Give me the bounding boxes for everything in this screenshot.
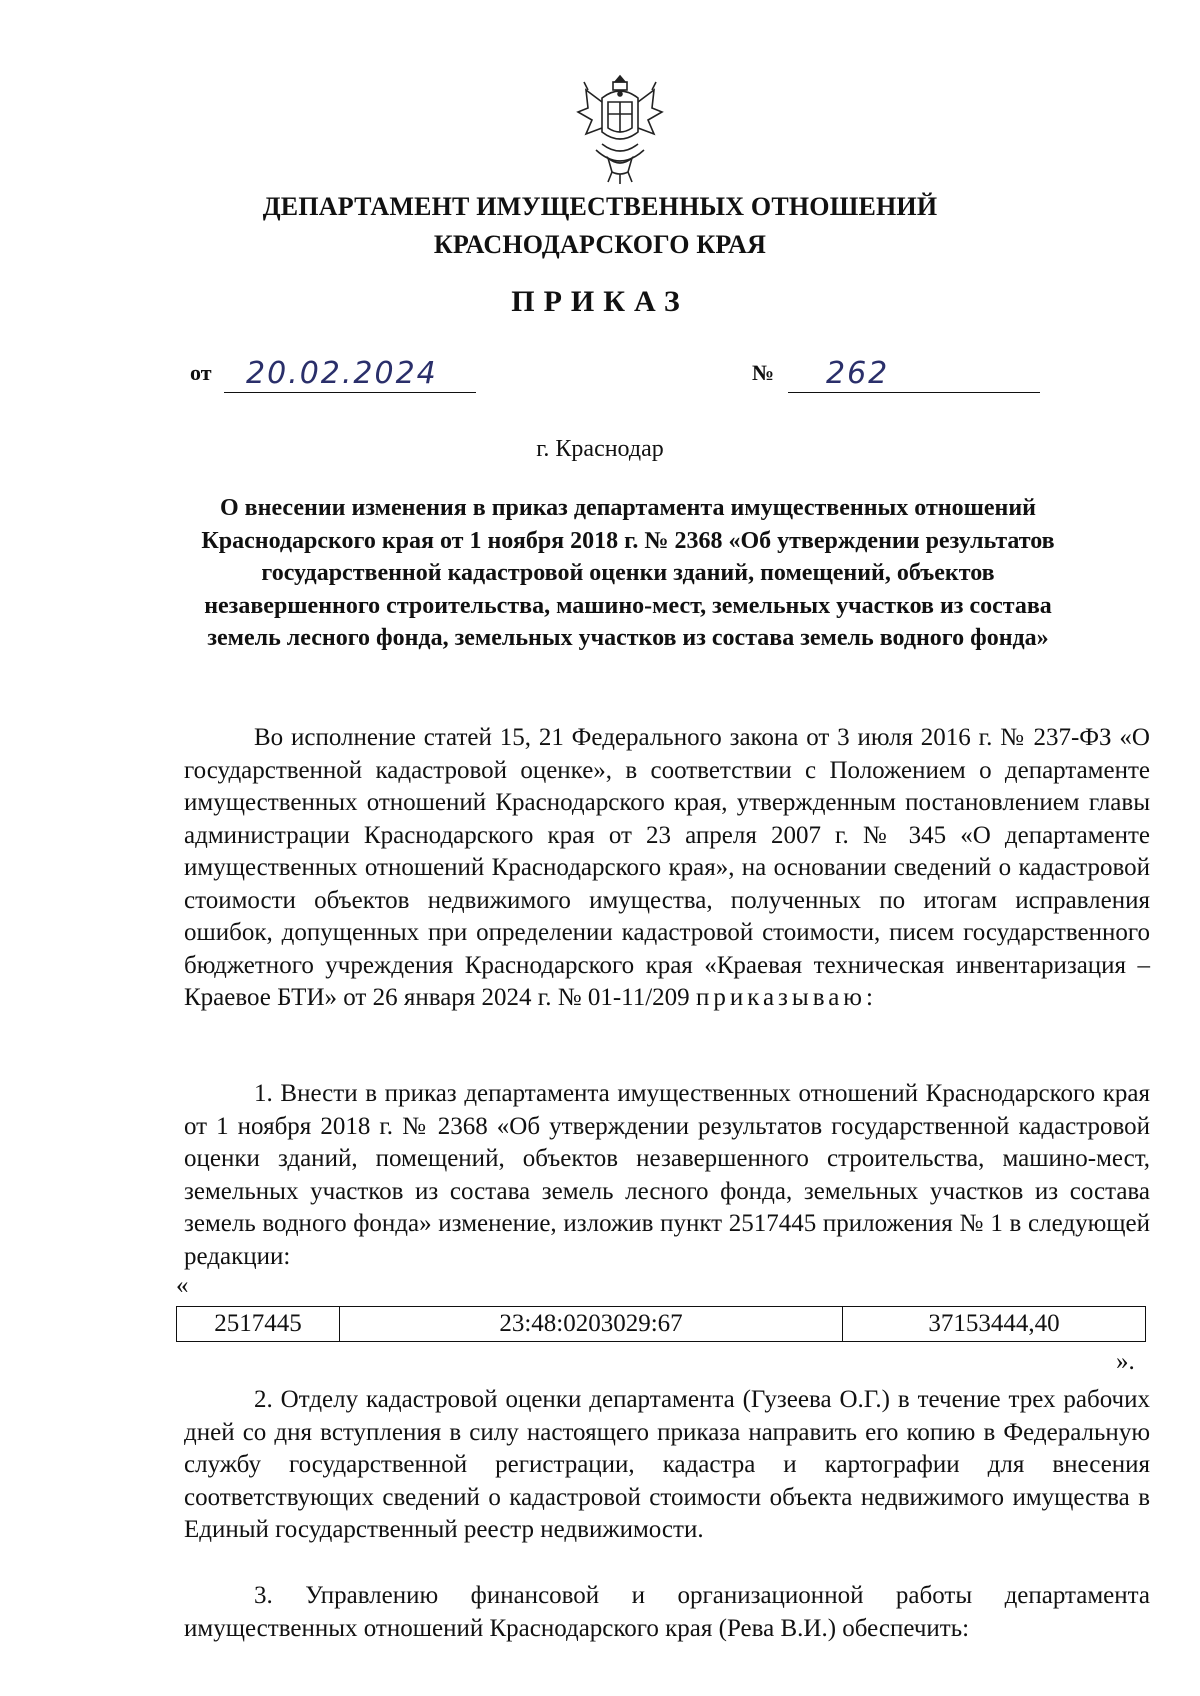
date-prefix: от — [190, 360, 212, 385]
city-line: г. Краснодар — [536, 436, 664, 462]
subject-heading: О внесении изменения в приказ департамента имущественных отношений Краснодарского края от 1 ноября 2018 г. № 2368 «Об утверждении результатов государственной кадастровой оценки зданий, помещений, объектов незавершенного строительства, машино-мест, земельных участков из состава земель лесного фонда, земельных участков из состава земель водного фонда» — [201, 495, 1055, 651]
item-2-paragraph: 2. Отделу кадастровой оценки департамента (Гузеева О.Г.) в течение трех рабочих дней со дня вступления в силу настоящего приказа направить его копию в Федеральную службу государственной регистрации, кадастра и картографии для внесения соответствующих сведений о кадастровой стоимости объекта недвижимого имущества в Единый государственный реестр недвижимости. — [184, 1386, 1150, 1543]
quote-open: « — [176, 1272, 189, 1299]
date-value: 20.02.2024 — [246, 356, 438, 391]
item-1-paragraph: 1. Внести в приказ департамента имущественных отношений Краснодарского края от 1 ноября 2018 г. № 2368 «Об утверждении результатов государственной кадастровой оценки зданий, помещений, объектов незавершенного строительства, машино-мест, земельных участков из состава земель лесного фонда, земельных участков из состава земель водного фонда» изменение, изложив пункт 2517445 приложения № 1 в следующей редакции: — [184, 1080, 1150, 1270]
table-row — [177, 1307, 1146, 1342]
table-cell-cadastral-number: 23:48:0203029:67 — [340, 1307, 843, 1342]
preamble-paragraph — [184, 722, 1150, 1015]
quote-close: ». — [1116, 1348, 1135, 1375]
number-prefix: № — [752, 360, 775, 385]
department-line-2: КРАСНОДАРСКОГО КРАЯ — [433, 230, 767, 259]
amendment-table — [176, 1306, 1146, 1342]
department-line-1: ДЕПАРТАМЕНТ ИМУЩЕСТВЕННЫХ ОТНОШЕНИЙ — [262, 192, 938, 221]
order-word: приказываю: — [695, 984, 877, 1011]
table-cell-item-number: 2517445 — [177, 1307, 340, 1342]
coat-of-arms-krasnodar-icon — [572, 72, 668, 186]
preamble-text: Во исполнение статей 15, 21 Федерального закона от 3 июля 2016 г. № 237-ФЗ «О государственной кадастровой оценке», в соответствии с Положением о департаменте имущественных отношений Краснодарского края, утвержденным постановлением главы администрации Краснодарского края от 23 апреля 2007 г. № 345 «О департаменте имущественных отношений Краснодарского края», на основании сведений о кадастровой стоимости объектов недвижимого имущества, полученных по итогам исправления ошибок, допущенных при определении кадастровой стоимости, писем государственного бюджетного учреждения Краснодарского края «Краевая техническая инвентаризация – Краевое БТИ» от 26 января 2024 г. № 01-11/209 — [184, 724, 1150, 1011]
document-type-title: ПРИКАЗ — [511, 285, 689, 318]
table-cell-cadastral-value: 37153444,40 — [843, 1307, 1146, 1342]
item-3-paragraph: 3. Управлению финансовой и организационной работы департамента имущественных отношений Краснодарского края (Рева В.И.) обеспечить: — [184, 1582, 1150, 1642]
department-name — [0, 188, 1200, 264]
number-value: 262 — [826, 356, 890, 391]
